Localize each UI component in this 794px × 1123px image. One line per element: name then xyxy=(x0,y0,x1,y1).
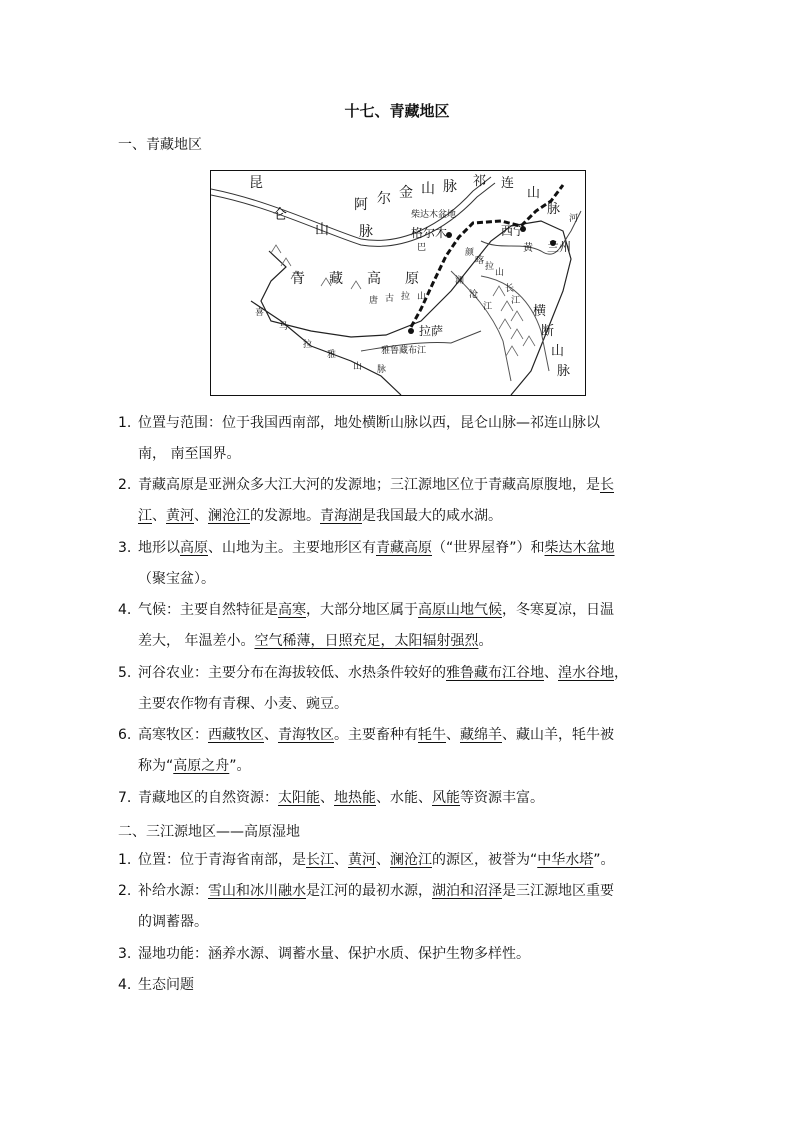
underlined-answer: 高原山地气候 xyxy=(418,602,502,618)
item-text: 的发源地。 xyxy=(250,508,320,524)
item-text: （聚宝盆）。 xyxy=(138,571,215,587)
item-text: 位置与范围：位于我国西南部，地处横断山脉以西，昆仑山脉—祁连山脉以 xyxy=(138,415,600,431)
altun-label-3: 金 xyxy=(399,185,413,201)
list-item-2-3 xyxy=(118,939,688,970)
underlined-answer: 地热能 xyxy=(334,790,376,806)
item-text: 、 xyxy=(264,727,278,743)
kunlun-label-4: 脉 xyxy=(359,224,373,240)
item-text: ， xyxy=(614,665,628,681)
himalaya-label-2: 马 xyxy=(279,322,289,332)
item-text: 差大， 年温差小。 xyxy=(138,633,255,649)
jiang-label: 江 xyxy=(511,296,521,306)
item-text: 生态问题 xyxy=(138,977,194,993)
kunlun-label-1: 昆 xyxy=(249,175,263,191)
tanggula-label-4: 山 xyxy=(417,292,427,302)
hengduan-label-2: 断 xyxy=(541,324,555,339)
item-text: 、 xyxy=(446,727,460,743)
golmud-label: 格尔木 xyxy=(411,226,448,240)
chang-label: 长 xyxy=(505,284,515,294)
bayan-label-2: 颜 xyxy=(465,248,475,258)
underlined-answer: 空气稀薄，日照充足，太阳辐射强烈 xyxy=(254,633,479,649)
item-text: 河谷农业：主要分布在海拔较低、水热条件较好的 xyxy=(138,665,446,681)
list-item-6 xyxy=(118,720,688,782)
map-svg xyxy=(211,171,585,395)
item-number: 5. xyxy=(118,665,132,681)
item-text: 、水能、 xyxy=(376,790,432,806)
underlined-answer: 牦牛 xyxy=(418,727,446,743)
underlined-answer: 黄河 xyxy=(166,508,194,524)
item-text: 地形以 xyxy=(138,540,180,556)
kunlun-label-3: 山 xyxy=(315,222,329,238)
item-text: 、 xyxy=(376,852,390,868)
item-text: 、藏山羊，牦牛被 xyxy=(502,727,614,743)
list-item-2 xyxy=(118,470,688,532)
underlined-answer: 高原之舟 xyxy=(173,758,230,774)
section-heading-sanjiangyuan: 二、三江源地区——高原湿地 xyxy=(118,824,300,840)
qilian-label-1: 祁 xyxy=(473,174,487,189)
he-label: 河 xyxy=(569,214,579,224)
underlined-answer: 澜沧江 xyxy=(390,852,432,868)
bayan-label-5: 山 xyxy=(495,268,505,278)
item-number: 6. xyxy=(118,727,132,743)
item-text: 、 xyxy=(544,665,558,681)
underlined-answer: 西藏牧区 xyxy=(208,727,264,743)
changjiang-river-line xyxy=(481,276,549,371)
xining-label: 西宁 xyxy=(501,224,526,238)
underlined-answer: 澜沧江 xyxy=(208,508,250,524)
kunlun-label-2: 仑 xyxy=(273,207,287,223)
himalaya-label-1: 喜 xyxy=(255,308,265,318)
item-text: ”。 xyxy=(229,758,251,774)
underlined-answer: 青海牧区 xyxy=(278,727,334,743)
item-text: 的调蓄器。 xyxy=(138,914,208,930)
lhasa-dot xyxy=(408,328,414,334)
underlined-answer: 雪山和冰川融水 xyxy=(208,883,306,899)
list-item-3 xyxy=(118,533,688,595)
underlined-answer: 黄河 xyxy=(348,852,376,868)
underlined-answer: 高寒 xyxy=(278,602,306,618)
underlined-answer: 青藏高原 xyxy=(376,540,432,556)
item-number: 3. xyxy=(118,946,132,962)
item-text: 。主要畜种有 xyxy=(334,727,418,743)
item-number: 2. xyxy=(118,477,132,493)
lancang-label-2: 沧 xyxy=(469,290,479,300)
underlined-answer: 中华水塔 xyxy=(537,852,594,868)
item-text: 位置：位于青海省南部，是 xyxy=(138,852,306,868)
underlined-answer: 柴达木盆地 xyxy=(544,540,615,556)
altun-label-5: 脉 xyxy=(443,179,457,195)
underlined-answer: 长 xyxy=(600,477,614,493)
item-number: 4. xyxy=(118,977,132,993)
item-text: （“世界屋脊”）和 xyxy=(432,540,545,556)
himalaya-label-5: 山 xyxy=(353,362,363,372)
underlined-answer: 湟水谷地 xyxy=(558,665,614,681)
item-text: 气候：主要自然特征是 xyxy=(138,602,278,618)
underlined-answer: 长江 xyxy=(306,852,334,868)
qinghai-tibet-map xyxy=(210,170,586,396)
item-text: 是三江源地区重要 xyxy=(502,883,614,899)
list-item-2-1 xyxy=(118,845,688,876)
list-item-5 xyxy=(118,658,688,720)
qilian-label-4: 脉 xyxy=(547,202,561,217)
lancang-river-line xyxy=(451,271,511,381)
underlined-answer: 风能 xyxy=(432,790,460,806)
item-text: 主要农作物有青稞、小麦、豌豆。 xyxy=(138,696,348,712)
item-text: 、山地为主。主要地形区有 xyxy=(208,540,376,556)
himalaya-label-4: 雅 xyxy=(327,350,337,360)
underlined-answer: 江 xyxy=(138,508,152,524)
hengduan-label-4: 脉 xyxy=(557,364,571,379)
himalaya-label-6: 脉 xyxy=(377,365,387,375)
underlined-answer: 高原 xyxy=(180,540,208,556)
item-text: 、 xyxy=(334,852,348,868)
item-text: 高寒牧区： xyxy=(138,727,208,743)
list-item-7 xyxy=(118,783,688,814)
yarlung-label: 雅鲁藏布江 xyxy=(381,346,427,356)
bayan-label-3: 喀 xyxy=(475,256,485,266)
hengduan-label-1: 横 xyxy=(533,304,547,319)
item-text: 湿地功能：涵养水源、调蓄水量、保护水质、保护生物多样性。 xyxy=(138,946,530,962)
plateau-label-3: 高 xyxy=(367,271,381,287)
plateau-label-2: 藏 xyxy=(329,271,343,287)
altun-label-4: 山 xyxy=(421,181,435,197)
item-text: 。 xyxy=(478,633,493,649)
item-number: 4. xyxy=(118,602,132,618)
lhasa-label: 拉萨 xyxy=(419,324,444,338)
underlined-answer: 雅鲁藏布江谷地 xyxy=(446,665,544,681)
qilian-label-3: 山 xyxy=(527,186,541,201)
altun-label-2: 尔 xyxy=(377,191,391,207)
tanggula-label-1: 唐 xyxy=(369,296,379,306)
list-item-4 xyxy=(118,595,688,657)
underlined-answer: 太阳能 xyxy=(278,790,320,806)
huang-label: 黄 xyxy=(523,243,533,254)
item-number: 7. xyxy=(118,790,132,806)
page-title: 十七、青藏地区 xyxy=(344,102,450,120)
item-text: 补给水源： xyxy=(138,883,208,899)
item-text: 等资源丰富。 xyxy=(460,790,544,806)
list-item-2-4 xyxy=(118,970,688,1001)
item-text: ，冬寒夏凉，日温 xyxy=(502,602,614,618)
hengduan-label-3: 山 xyxy=(551,344,565,359)
item-number: 3. xyxy=(118,540,132,556)
item-text: 、 xyxy=(194,508,208,524)
item-text: 南， 南至国界。 xyxy=(138,446,241,462)
item-text: 、 xyxy=(320,790,334,806)
underlined-answer: 湖泊和沼泽 xyxy=(432,883,502,899)
bayan-label-1: 巴 xyxy=(417,243,427,253)
item-number: 1. xyxy=(118,415,132,431)
list-item-1 xyxy=(118,408,688,470)
qilian-label-2: 连 xyxy=(501,176,515,191)
himalaya-label-3: 拉 xyxy=(303,340,313,350)
item-text: 、 xyxy=(152,508,166,524)
lancang-label-3: 江 xyxy=(483,302,493,312)
plateau-label-4: 原 xyxy=(405,271,419,287)
qaidam-label: 柴达木盆地 xyxy=(411,210,457,220)
list-item-2-2 xyxy=(118,876,688,938)
bayan-label-4: 拉 xyxy=(485,262,495,272)
lancang-label-1: 澜 xyxy=(455,276,465,286)
lanzhou-label: 兰州 xyxy=(547,240,572,254)
item-number: 2. xyxy=(118,883,132,899)
section-heading-qinghai-tibet: 一、青藏地区 xyxy=(118,137,202,153)
item-text: ”。 xyxy=(593,852,615,868)
item-number: 1. xyxy=(118,852,132,868)
item-text: 是江河的最初水源， xyxy=(306,883,432,899)
altun-label-1: 阿 xyxy=(354,197,368,213)
item-text: 是我国最大的咸水湖。 xyxy=(362,508,502,524)
item-text: 称为“ xyxy=(138,758,174,774)
item-text: 的源区，被誉为“ xyxy=(432,852,538,868)
item-text: 青藏地区的自然资源： xyxy=(138,790,278,806)
plateau-label-1: 青 xyxy=(291,271,305,287)
tanggula-label-2: 古 xyxy=(385,294,395,304)
tanggula-label-3: 拉 xyxy=(401,292,411,302)
item-text: 青藏高原是亚洲众多大江大河的发源地；三江源地区位于青藏高原腹地，是 xyxy=(138,477,600,493)
underlined-answer: 青海湖 xyxy=(320,508,362,524)
item-text: ，大部分地区属于 xyxy=(306,602,418,618)
underlined-answer: 藏绵羊 xyxy=(460,727,502,743)
